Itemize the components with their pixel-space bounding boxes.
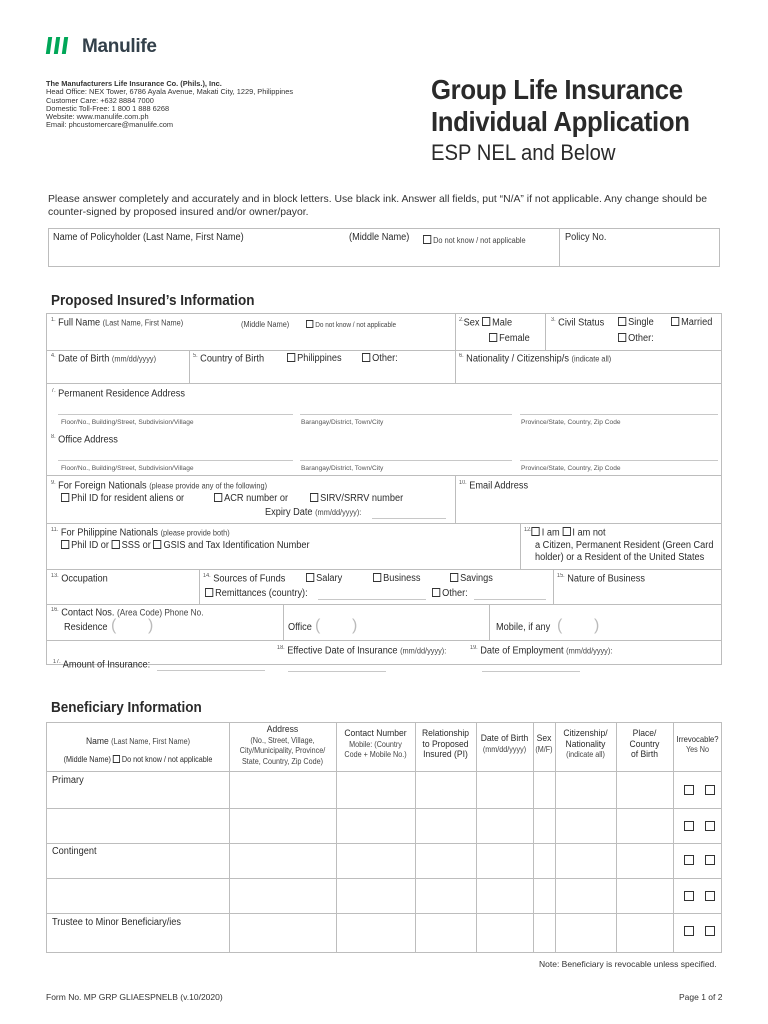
col-relationship-header: Relationship to Proposed Insured (PI) bbox=[421, 728, 470, 760]
permanent-address-label[interactable]: $^{7.}$ Permanent Residence Address bbox=[51, 388, 186, 400]
col-sex-header: Sex (M/F) bbox=[535, 733, 553, 754]
office-paren-close: ) bbox=[352, 617, 358, 634]
logo-bar-icon bbox=[46, 37, 52, 54]
irrevocable-yes-checkbox[interactable] bbox=[684, 926, 694, 936]
checkbox[interactable] bbox=[306, 320, 313, 328]
checkbox-other[interactable] bbox=[432, 588, 440, 597]
irrevocable-no-checkbox[interactable] bbox=[705, 891, 715, 901]
form-title-line1: Group Life Insurance bbox=[431, 74, 683, 105]
col-name-header: Name (Last Name, First Name) bbox=[85, 736, 191, 747]
contact-residence-label[interactable]: Residence bbox=[64, 622, 108, 633]
customer-care: Customer Care: +632 8884 7000 bbox=[46, 95, 154, 105]
sex-label[interactable]: $^{2.}$Sex Male bbox=[459, 317, 513, 329]
irrevocable-no-checkbox[interactable] bbox=[705, 821, 715, 831]
checkbox-other[interactable] bbox=[362, 353, 370, 362]
mobile-paren-close: ) bbox=[594, 617, 600, 634]
checkbox-other[interactable] bbox=[618, 333, 626, 342]
irrevocable-yes-checkbox[interactable] bbox=[684, 821, 694, 831]
col-irrevocable-header: Irrevocable? Yes No bbox=[676, 734, 719, 754]
occupation-label[interactable]: $^{13.}$ Occupation bbox=[51, 573, 108, 585]
office-province-hint: Province/State, Country, Zip Code bbox=[521, 465, 621, 472]
checkbox-male[interactable] bbox=[482, 317, 490, 326]
checkbox-i-am-not[interactable] bbox=[562, 527, 570, 536]
ph-ids-row[interactable]: Phil ID or SSS or GSIS and Tax Identification Number bbox=[61, 540, 310, 551]
logo-bar-icon bbox=[54, 37, 60, 54]
checkbox[interactable] bbox=[310, 493, 318, 502]
sources-of-funds-label: $^{14.}$ Sources of Funds bbox=[203, 573, 286, 585]
civil-single-option[interactable]: Single bbox=[618, 317, 654, 328]
funds-salary-option[interactable]: Salary bbox=[306, 573, 342, 584]
us-status-line1: a Citizen, Permanent Resident (Green Card bbox=[535, 540, 714, 551]
phil-id-aliens-option[interactable]: Phil ID for resident aliens or bbox=[61, 493, 184, 504]
us-status-line2: holder) or a Resident of the United States bbox=[535, 552, 705, 563]
logo-bar-icon bbox=[62, 37, 68, 54]
acr-option[interactable]: ACR number or bbox=[214, 493, 288, 504]
foreign-nationals-label: $^{9.}$ For Foreign Nationals (please provide any of the following) bbox=[51, 480, 268, 492]
form-subtitle: ESP NEL and Below bbox=[431, 140, 616, 165]
brand-name: Manulife bbox=[82, 36, 157, 57]
checkbox-savings[interactable] bbox=[450, 573, 458, 582]
expiry-date-label[interactable]: Expiry Date (mm/dd/yyyy): bbox=[265, 507, 362, 518]
checkbox-business[interactable] bbox=[373, 573, 381, 582]
irrevocable-yes-checkbox[interactable] bbox=[684, 855, 694, 865]
addr-province-hint: Province/State, Country, Zip Code bbox=[521, 419, 621, 426]
full-name-label[interactable]: $^{1.}$ Full Name (Last Name, First Name) bbox=[51, 317, 184, 329]
checkbox-phil-id[interactable] bbox=[61, 540, 69, 549]
irrevocable-no-checkbox[interactable] bbox=[705, 785, 715, 795]
amount-of-insurance-label[interactable]: $^{17.}$ Amount of Insurance: bbox=[53, 659, 151, 671]
checkbox-sss[interactable] bbox=[112, 540, 120, 549]
checkbox[interactable] bbox=[61, 493, 69, 502]
form-number: Form No. MP GRP GLIAESPNELB (v.10/2020) bbox=[46, 992, 223, 1002]
col-dob-header: Date of Birth (mm/dd/yyyy) bbox=[480, 733, 529, 754]
email-address-label[interactable]: $^{10.}$ Email Address bbox=[459, 480, 529, 492]
civil-married-option[interactable]: Married bbox=[671, 317, 712, 328]
company-name: The Manufacturers Life Insurance Co. (Phils.), Inc. bbox=[46, 79, 222, 88]
us-status-row[interactable]: $^{12.}$ I am I am not bbox=[524, 527, 606, 539]
row-primary-label: Primary bbox=[52, 775, 84, 786]
date-of-employment-label[interactable]: $^{19.}$ Date of Employment (mm/dd/yyyy): bbox=[470, 645, 613, 657]
company-address-block bbox=[46, 80, 293, 130]
checkbox[interactable] bbox=[214, 493, 222, 502]
page-number: Page 1 of 2 bbox=[679, 992, 723, 1002]
mobile-paren-open: ( bbox=[557, 617, 563, 634]
checkbox-single[interactable] bbox=[618, 317, 626, 326]
beneficiary-section-title: Beneficiary Information bbox=[51, 699, 202, 716]
contact-mobile-label[interactable]: Mobile, if any bbox=[496, 622, 551, 633]
sirv-option[interactable]: SIRV/SRRV number bbox=[310, 493, 403, 504]
irrevocable-no-checkbox[interactable] bbox=[705, 855, 715, 865]
insured-section-title: Proposed Insured’s Information bbox=[51, 292, 255, 309]
website: Website: www.manulife.com.ph bbox=[46, 112, 149, 122]
funds-remittances-option[interactable]: Remittances (country): bbox=[205, 588, 308, 599]
nature-of-business-label[interactable]: $^{15.}$ Nature of Business bbox=[557, 573, 645, 585]
policyholder-middle-label[interactable]: (Middle Name) bbox=[349, 232, 410, 243]
irrevocable-no-checkbox[interactable] bbox=[705, 926, 715, 936]
checkbox-philippines[interactable] bbox=[287, 353, 295, 362]
form-title-line2: Individual Application bbox=[431, 106, 690, 137]
country-of-birth-label[interactable]: $^{5.}$ Country of Birth bbox=[193, 353, 265, 365]
country-philippines-option[interactable]: Philippines bbox=[287, 353, 342, 364]
country-other-option[interactable]: Other: bbox=[362, 353, 398, 364]
head-office: Head Office: NEX Tower, 6786 Ayala Avenue, Makati City, 1229, Philippines bbox=[46, 87, 294, 97]
funds-other-option[interactable]: Other: bbox=[432, 588, 468, 599]
funds-business-option[interactable]: Business bbox=[373, 573, 420, 584]
checkbox-i-am[interactable] bbox=[532, 527, 540, 536]
contact-office-label[interactable]: Office bbox=[288, 622, 312, 633]
form-title bbox=[431, 74, 690, 138]
checkbox-remittances[interactable] bbox=[205, 588, 213, 597]
residence-paren-open: ( bbox=[111, 617, 117, 634]
contact-nos-label: $^{16.}$ Contact Nos. (Area Code) Phone No. bbox=[51, 607, 204, 619]
checkbox-salary[interactable] bbox=[306, 573, 314, 582]
email: Email: phcustomercare@manulife.com bbox=[46, 120, 174, 130]
nationality-label[interactable]: $^{6.}$ Nationality / Citizenship/s (indicate all) bbox=[459, 353, 612, 365]
civil-other-option[interactable]: Other: bbox=[618, 333, 654, 344]
addr-floor-hint: Floor/No., Building/Street, Subdivision/Village bbox=[61, 419, 194, 426]
checkbox-married[interactable] bbox=[671, 317, 679, 326]
full-name-middle-label[interactable]: (Middle Name) bbox=[241, 320, 290, 329]
instructions: Please answer completely and accurately and in block letters. Use black ink. Answer all fields, put “N/A” if not applicable. Any change should be counter-signed by proposed insured and/or owner/payor. bbox=[48, 194, 708, 218]
dob-label[interactable]: $^{4.}$ Date of Birth (mm/dd/yyyy) bbox=[51, 353, 157, 365]
irrevocable-yes-checkbox[interactable] bbox=[684, 785, 694, 795]
civil-status-label[interactable]: $^{3.}$ Civil Status bbox=[551, 317, 605, 329]
beneficiary-note: Note: Beneficiary is revocable unless specified. bbox=[539, 959, 717, 969]
policyholder-name-label[interactable]: Name of Policyholder (Last Name, First Name) bbox=[53, 232, 244, 243]
col-place-of-birth-header: Place/ Country of Birth bbox=[629, 728, 660, 760]
irrevocable-yes-checkbox[interactable] bbox=[684, 891, 694, 901]
office-address-label[interactable]: $^{8.}$ Office Address bbox=[51, 434, 118, 446]
office-paren-open: ( bbox=[315, 617, 321, 634]
col-address-header: Address (No., Street, Village, City/Municipality, Province/ State, Country, Zip Code) bbox=[239, 724, 326, 766]
effective-date-label[interactable]: $^{18.}$ Effective Date of Insurance (mm/dd/yyyy): bbox=[277, 645, 447, 657]
policy-no-label[interactable]: Policy No. bbox=[565, 232, 607, 243]
office-barangay-hint: Barangay/District, Town/City bbox=[301, 465, 384, 472]
col-citizenship-header: Citizenship/ Nationality (indicate all) bbox=[563, 728, 608, 759]
sex-female-option[interactable]: Female bbox=[489, 333, 530, 344]
office-floor-hint: Floor/No., Building/Street, Subdivision/Village bbox=[61, 465, 194, 472]
checkbox-female[interactable] bbox=[489, 333, 497, 342]
row-trustee-label: Trustee to Minor Beneficiary/ies bbox=[52, 917, 182, 928]
full-name-dont-know[interactable]: Do not know / not applicable bbox=[306, 320, 396, 329]
funds-savings-option[interactable]: Savings bbox=[450, 573, 493, 584]
row-contingent-label: Contingent bbox=[52, 846, 97, 857]
checkbox-gsis[interactable] bbox=[153, 540, 161, 549]
toll-free: Domestic Toll-Free: 1 800 1 888 6268 bbox=[46, 103, 170, 113]
checkbox[interactable] bbox=[423, 235, 431, 244]
residence-paren-close: ) bbox=[148, 617, 154, 634]
col-middle-header[interactable]: (Middle Name) Do not know / not applicable bbox=[63, 755, 213, 764]
addr-barangay-hint: Barangay/District, Town/City bbox=[301, 419, 384, 426]
ph-nationals-label: $^{11.}$ For Philippine Nationals (please provide both) bbox=[51, 527, 230, 539]
col-contact-header: Contact Number Mobile: (Country Code + Mobile No.) bbox=[344, 728, 407, 759]
policyholder-dont-know[interactable]: Do not know / not applicable bbox=[423, 235, 526, 245]
checkbox[interactable] bbox=[113, 755, 120, 763]
